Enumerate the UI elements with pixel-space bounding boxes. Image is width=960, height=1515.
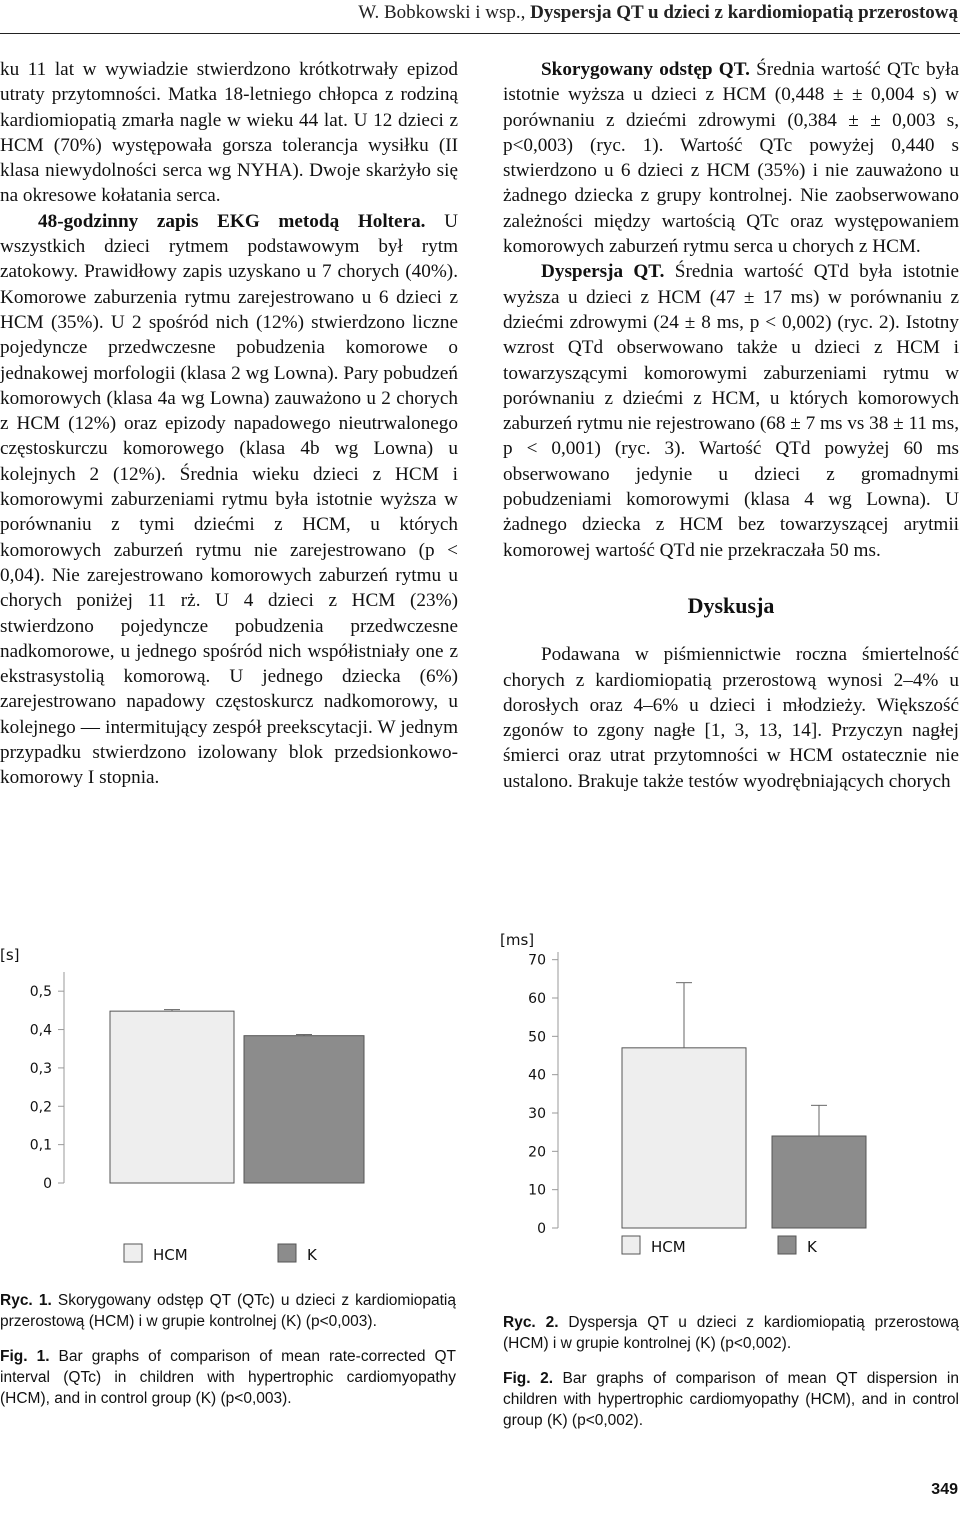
bar-k bbox=[772, 1136, 866, 1228]
figure-1-label-en: Fig. 1. bbox=[0, 1348, 50, 1365]
left-paragraph-2 bbox=[0, 209, 458, 791]
figure-1-caption bbox=[0, 1290, 456, 1423]
holter-body: U wszystkich dzieci rytmem podstawowym był rytm zatokowy. Prawidłowy zapis uzyskano u 7 chorych (40%). Komorowe zaburzenia rytmu zarejestrowano u 6 dzieci z HCM (35%). U 2 spośród nich (12%) stwierdzono liczne pojedyncze przedwczesne pobudzenia komorowe o jednakowej morfologii (klasa 2 wg Lowna). Pary pobudzeń komorowych (klasa 4a wg Lowna) zauważono u 2 chorych z HCM (12%) oraz epizody napadowego nieutrwalonego częstoskurczu komorowego (klasa 4b wg Lowna) u kolejnych 2 (12%). Średnia wieku dzieci z HCM i komorowymi zaburzeniami rytmu była istotnie wyższa w porównaniu z tymi dziećmi z HCM, u których komorowych zaburzeń rytmu nie zarejestrowano (p < 0,04). Nie zarejestrowano komorowych zaburzeń rytmu u chorych poniżej 11 rż. U 4 dzieci z HCM (23%) stwierdzono pojedyncze pobudzenia przedwczesne nadkomorowe, u jednego spośród nich współistniały one z ekstrasystolią komorową. U jednego dziecka (6%) zarejestrowano napadowy częstoskurcz nadkomorowy, u kolejnego — intermitujący zespół preekscytacji. W jednym przypadku stwierdzono izolowany blok przedsionkowo-komorowy I stopnia. bbox=[0, 210, 458, 789]
y-tick-label: 0 bbox=[43, 1176, 52, 1192]
left-column bbox=[0, 57, 458, 791]
running-head bbox=[358, 2, 958, 24]
qtd-body: Średnia wartość QTd była istotnie wyższa u dzieci z HCM (47 ± 17 ms) w porównaniu z dziećmi zdrowymi (24 ± 8 ms, p < 0,002) (ryc. 2). Istotny wzrost QTd obserwowano także u dzieci z HCM i towarzyszącymi komorowymi zaburzeniami rytmu w porównaniu z dziećmi z HCM, u których komorowych zaburzeń rytmu nie rejestrowano (68 ± 7 ms vs 38 ± 11 ms, p < 0,001) (ryc. 3). Wartość QTd powyżej 60 ms obserwowano jedynie u dzieci z gromadnymi pobudzeniami komorowymi (klasa 4 wg Lowna). U żadnego dziecka z HCM bez towarzyszącej arytmii komorowej wartość QTd nie przekraczała 50 ms. bbox=[503, 261, 960, 561]
left-paragraph-1: ku 11 lat w wywiadzie stwierdzono krótkotrwały epizod utraty przytomności. Matka 18-letniego chłopca z rodziną kardiomiopatią zmarła nagle w wieku 44 lat. U 12 dzieci z HCM (70%) występowała gorsza tolerancja wysiłku (II klasa niewydolności serca wg NYHA). Dwoje skarżyło się na okresowe kołatania serca. bbox=[0, 59, 458, 207]
right-paragraph-1 bbox=[503, 57, 959, 259]
figure-2 bbox=[500, 930, 960, 1270]
y-tick-label: 10 bbox=[528, 1182, 546, 1199]
y-tick-label: 40 bbox=[528, 1067, 546, 1084]
y-tick-label: 60 bbox=[528, 991, 546, 1007]
figure-1-chart bbox=[0, 938, 470, 1278]
running-head-title: Dyspersja QT u dzieci z kardiomiopatią przerostową bbox=[530, 2, 958, 23]
section-title-dyskusja: Dyskusja bbox=[687, 592, 775, 618]
discussion-paragraph: Podawana w piśmiennictwie roczna śmiertelność chorych z kardiomiopatią przerostową wynosi 2–4% u dorosłych oraz 4–6% u dzieci i młodzieży. Większość zgonów to zgony nagłe [1, 3, 13, 14]. Przyczyn nagłej śmierci oraz utrat przytomności w HCM ostatecznie nie ustalono. Brakuje także testów wyodrębniających chorych bbox=[503, 644, 959, 792]
qtc-heading: Skorygowany odstęp QT. bbox=[541, 59, 750, 80]
y-tick-label: 0 bbox=[537, 1221, 546, 1237]
legend-label-k: K bbox=[807, 1238, 817, 1256]
y-tick-label: 0,3 bbox=[29, 1060, 52, 1077]
y-tick-label: 0,4 bbox=[29, 1022, 52, 1039]
y-tick-label: 0,1 bbox=[29, 1137, 52, 1154]
figure-2-chart bbox=[500, 930, 960, 1270]
figure-1-label-pl: Ryc. 1. bbox=[0, 1292, 52, 1309]
y-tick-label: 70 bbox=[528, 952, 546, 969]
figure-1 bbox=[0, 938, 470, 1278]
y-axis-label: [ms] bbox=[500, 931, 535, 949]
legend-swatch-hcm bbox=[124, 1244, 142, 1262]
y-tick-label: 30 bbox=[528, 1106, 546, 1122]
qtc-body: Średnia wartość QTc była istotnie wyższa u dzieci z HCM (0,448 ± ± 0,004 s) w porównaniu z dziećmi zdrowymi (0,384 ± ± 0,003 s, p<0,003) (ryc. 1). Wartość QTc powyżej 0,440 s stwierdzono u 6 dzieci z HCM (35%) i nie zauważono u żadnego dziecka z grupy kontrolnej. Nie zaobserwowano zależności między wartością QTc oraz występowaniem komorowych zaburzeń rytmu serca u chorych z HCM. bbox=[503, 59, 959, 258]
legend-label-k: K bbox=[307, 1246, 317, 1264]
figure-1-caption-pl bbox=[0, 1290, 456, 1332]
y-axis-label: [s] bbox=[0, 946, 20, 964]
right-paragraph-2 bbox=[503, 259, 959, 563]
legend-label-hcm: HCM bbox=[153, 1246, 188, 1264]
right-column bbox=[503, 57, 959, 794]
figure-2-text-pl: Dyspersja QT u dzieci z kardiomiopatią przerostową (HCM) i w grupie kontrolnej (K) (p<0,002). bbox=[503, 1314, 959, 1352]
figure-2-caption-en bbox=[503, 1368, 959, 1431]
y-tick-label: 0,5 bbox=[29, 984, 52, 1001]
legend-swatch-hcm bbox=[622, 1236, 640, 1254]
figure-2-label-pl: Ryc. 2. bbox=[503, 1314, 559, 1331]
running-head-authors: W. Bobkowski i wsp., bbox=[358, 2, 531, 23]
legend-label-hcm: HCM bbox=[651, 1238, 686, 1256]
page-number: 349 bbox=[931, 1481, 958, 1498]
legend-swatch-k bbox=[278, 1244, 296, 1262]
figure-2-label-en: Fig. 2. bbox=[503, 1370, 554, 1387]
qtd-heading: Dyspersja QT. bbox=[541, 261, 665, 283]
figure-2-caption bbox=[503, 1312, 959, 1445]
figure-1-text-en: Bar graphs of comparison of mean rate-corrected QT interval (QTc) in children with hypertrophic cardiomyopathy (HCM), and in control group (K) (p<0,003). bbox=[0, 1348, 456, 1407]
figure-2-text-en: Bar graphs of comparison of mean QT dispersion in children with hypertrophic cardiomyopathy (HCM), and in control group (K) (p<0,002). bbox=[503, 1370, 959, 1429]
bar-hcm bbox=[622, 1048, 746, 1228]
bar-k bbox=[244, 1036, 364, 1183]
legend-swatch-k bbox=[778, 1236, 796, 1254]
y-tick-label: 20 bbox=[528, 1144, 546, 1161]
figure-1-caption-en bbox=[0, 1346, 456, 1409]
holter-heading: 48-godzinny zapis EKG metodą Holtera. bbox=[38, 210, 426, 232]
figure-2-caption-pl bbox=[503, 1312, 959, 1354]
bar-hcm bbox=[110, 1011, 234, 1183]
header-rule bbox=[0, 33, 960, 34]
y-tick-label: 50 bbox=[528, 1029, 546, 1046]
y-tick-label: 0,2 bbox=[29, 1099, 52, 1116]
figure-1-text-pl: Skorygowany odstęp QT (QTc) u dzieci z kardiomiopatią przerostową (HCM) i w grupie kontrolnej (K) (p<0,003). bbox=[0, 1292, 456, 1330]
